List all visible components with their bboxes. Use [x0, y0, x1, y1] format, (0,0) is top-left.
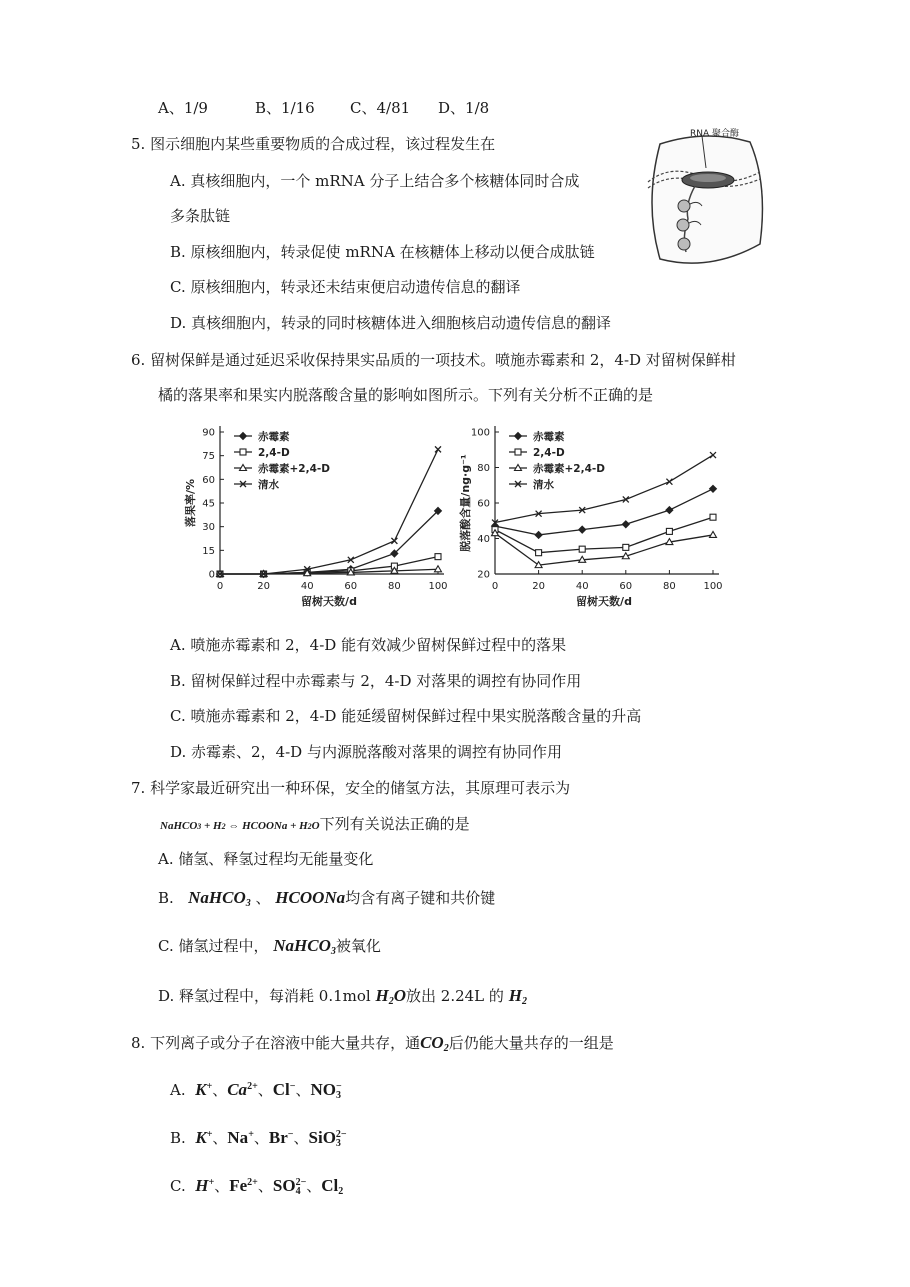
y-tick-label: 45	[202, 498, 215, 510]
q7-option-c	[158, 935, 381, 957]
y-tick-label: 80	[477, 463, 490, 474]
data-point	[710, 452, 716, 458]
legend-label: 赤霉素	[258, 431, 290, 443]
series-line	[220, 557, 438, 574]
q7-equation-line	[160, 813, 470, 834]
q8-option-b: B. K+、Na+、Br−、SiO$_3^{2-}$	[170, 1128, 347, 1149]
x-axis-label: 留树天数/d	[576, 595, 632, 608]
data-point	[435, 554, 441, 560]
series-1	[492, 514, 716, 556]
q5-figure-label: RNA 聚合酶	[690, 129, 740, 139]
ion-sio3: SiO$_3^{2-}$	[308, 1128, 347, 1149]
q7-option-d-label: D. 释氢过程中，每消耗 0.1mol	[158, 987, 371, 1005]
x-tick-label: 0	[216, 581, 224, 592]
data-point	[536, 550, 542, 556]
q5-option-a-line2: 多条肽链	[170, 207, 231, 225]
ion-br: Br−	[268, 1128, 294, 1147]
q6-option-b: B. 留树保鲜过程中赤霉素与 2，4-D 对落果的调控有协同作用	[170, 672, 582, 690]
data-point	[579, 546, 585, 552]
q7-stem: 7. 科学家最近研究出一种环保，安全的储氢方法，其原理可表示为	[131, 779, 571, 797]
q8-stem-prefix: 8. 下列离子或分子在溶液中能大量共存，通	[131, 1034, 421, 1052]
x-tick-label: 40	[575, 581, 589, 592]
legend-marker	[240, 449, 246, 455]
q7-option-c-text: 被氧化	[335, 937, 381, 955]
series-line	[495, 517, 713, 553]
q7-equation-tail: 下列有关说法正确的是	[319, 815, 470, 833]
data-point	[535, 531, 542, 538]
data-point	[666, 479, 672, 485]
x-axis-label: 留树天数/d	[301, 595, 357, 608]
q4-option-b: B、1/16	[255, 99, 315, 117]
data-point	[710, 531, 717, 537]
q6-stem-line1: 6. 留树保鲜是通过延迟采收保持果实品质的一项技术。喷施赤霉素和 2，4-D 对留树保鲜柑	[131, 351, 736, 369]
ion-na: Na+	[227, 1128, 254, 1147]
x-tick-label: 20	[532, 581, 545, 592]
q6-option-c: C. 喷施赤霉素和 2，4-D 能延缓留树保鲜过程中果实脱落酸含量的升高	[170, 707, 642, 725]
q5-option-a-line1: A. 真核细胞内，一个 mRNA 分子上结合多个核糖体同时合成	[170, 172, 580, 190]
formula-nahco3: NaHCO$_3$	[273, 936, 336, 957]
x-tick-label: 100	[428, 581, 448, 592]
q8-option-b-label: B.	[170, 1129, 186, 1147]
q8-option-c-label: C.	[170, 1177, 186, 1195]
legend-label: 2,4-D	[533, 447, 565, 459]
series-line	[495, 533, 713, 565]
y-tick-label: 0	[208, 569, 215, 581]
y-tick-label: 20	[477, 569, 490, 581]
formula-h2o: $H_2O$	[375, 986, 407, 1007]
x-tick-label: 20	[257, 581, 270, 592]
q7-option-a: A. 储氢、释氢过程均无能量变化	[158, 850, 374, 868]
formula-h2: $H_2$	[508, 986, 527, 1007]
q7-option-d	[158, 985, 527, 1007]
data-point	[435, 446, 441, 452]
data-point	[391, 538, 397, 544]
q6-stem-line2: 橘的落果率和果实内脱落酸含量的影响如图所示。下列有关分析不正确的是	[158, 386, 654, 404]
data-point	[579, 526, 586, 533]
q5-option-d: D. 真核细胞内，转录的同时核糖体进入细胞核启动遗传信息的翻译	[170, 314, 612, 332]
q8-option-c: C. H+、$Fe^{2+}$、$SO_4^{2-}$、$Cl_2$	[170, 1176, 344, 1197]
data-point	[710, 514, 716, 520]
y-tick-label: 30	[202, 522, 215, 534]
ion-so4: $SO_4^{2-}$	[272, 1176, 307, 1197]
q7-option-b: B. NaHCO$_3$ 、 HCOONa均含有离子键和共价键	[158, 888, 496, 909]
q8-option-a-label: A.	[170, 1081, 186, 1099]
q7-option-d-text: 放出 2.24L 的	[406, 987, 504, 1005]
formula-hcoona: HCOONa	[275, 888, 346, 907]
legend-label: 清水	[258, 479, 279, 491]
data-point	[666, 528, 672, 534]
formula-co2: $CO_2$	[420, 1033, 449, 1054]
legend-label: 赤霉素+2,4-D	[258, 463, 330, 475]
q4-option-d: D、1/8	[438, 99, 490, 117]
q8-stem	[131, 1032, 614, 1054]
x-tick-label: 80	[388, 581, 401, 592]
legend-label: 清水	[533, 479, 554, 491]
legend	[234, 430, 330, 491]
data-point	[623, 544, 629, 550]
x-tick-label: 60	[344, 581, 358, 592]
legend-label: 赤霉素	[533, 431, 565, 443]
chart-fruit-drop-rate	[180, 418, 450, 623]
q6-option-d: D. 赤霉素、2，4-D 与内源脱落酸对落果的调控有协同作用	[170, 743, 562, 761]
ion-k: K+	[195, 1128, 213, 1147]
q5-option-c: C. 原核细胞内，转录还未结束便启动遗传信息的翻译	[170, 278, 521, 296]
q4-option-a: A、1/9	[158, 99, 208, 117]
q4-option-c: C、4/81	[350, 99, 411, 117]
q8-stem-suffix: 后仍能大量共存的一组是	[448, 1034, 614, 1052]
q8-option-a: A. K+、$Ca^{2+}$、Cl−、$NO_3^-$	[170, 1080, 342, 1101]
y-tick-label: 15	[202, 545, 215, 557]
q7-option-b-label: B.	[158, 889, 174, 907]
y-tick-label: 75	[202, 451, 215, 463]
series-0	[217, 507, 442, 577]
y-tick-label: 40	[477, 534, 490, 545]
x-tick-label: 60	[619, 581, 633, 592]
legend-marker	[515, 433, 522, 440]
data-point	[710, 485, 717, 492]
data-point	[666, 507, 673, 514]
x-tick-label: 0	[491, 581, 499, 592]
q5-figure	[640, 124, 772, 274]
legend-marker	[515, 449, 521, 455]
ion-h: H+	[195, 1176, 215, 1195]
x-tick-label: 80	[663, 581, 676, 592]
ion-cl: Cl−	[272, 1080, 296, 1099]
q7-option-c-label: C. 储氢过程中，	[158, 937, 269, 955]
q7-option-b-text: 均含有离子键和共价键	[345, 889, 496, 907]
series-0	[492, 485, 717, 538]
q7-equation: NaHCO3 + H2 ⇔ HCOONa + H2O	[160, 820, 320, 832]
ion-k: K+	[195, 1080, 213, 1099]
y-axis-label: 落果率/%	[184, 478, 197, 528]
y-tick-label: 60	[477, 498, 490, 510]
ion-ca: $Ca^{2+}$	[227, 1080, 258, 1099]
data-point	[622, 521, 629, 528]
ion-no3: $NO_3^-$	[310, 1080, 342, 1101]
x-tick-label: 100	[703, 581, 723, 592]
formula-cl2: $Cl_2$	[321, 1176, 344, 1197]
legend-marker	[240, 433, 247, 440]
y-tick-label: 100	[470, 427, 490, 439]
legend-label: 2,4-D	[258, 447, 290, 459]
ion-fe: $Fe^{2+}$	[229, 1176, 258, 1195]
x-tick-label: 40	[300, 581, 314, 592]
y-tick-label: 60	[202, 474, 215, 486]
y-axis-label: 脱落酸含量/ng·g⁻¹	[459, 454, 472, 552]
q5-option-b: B. 原核细胞内，转录促使 mRNA 在核糖体上移动以便合成肽链	[170, 243, 595, 261]
legend	[509, 430, 605, 491]
q5-stem: 5. 图示细胞内某些重要物质的合成过程，该过程发生在	[131, 135, 496, 153]
legend-label: 赤霉素+2,4-D	[533, 463, 605, 475]
formula-nahco3: NaHCO$_3$	[188, 888, 251, 909]
y-tick-label: 90	[202, 427, 215, 439]
q6-option-a: A. 喷施赤霉素和 2，4-D 能有效减少留树保鲜过程中的落果	[170, 636, 567, 654]
chart-abscisic-acid-content	[455, 418, 730, 623]
